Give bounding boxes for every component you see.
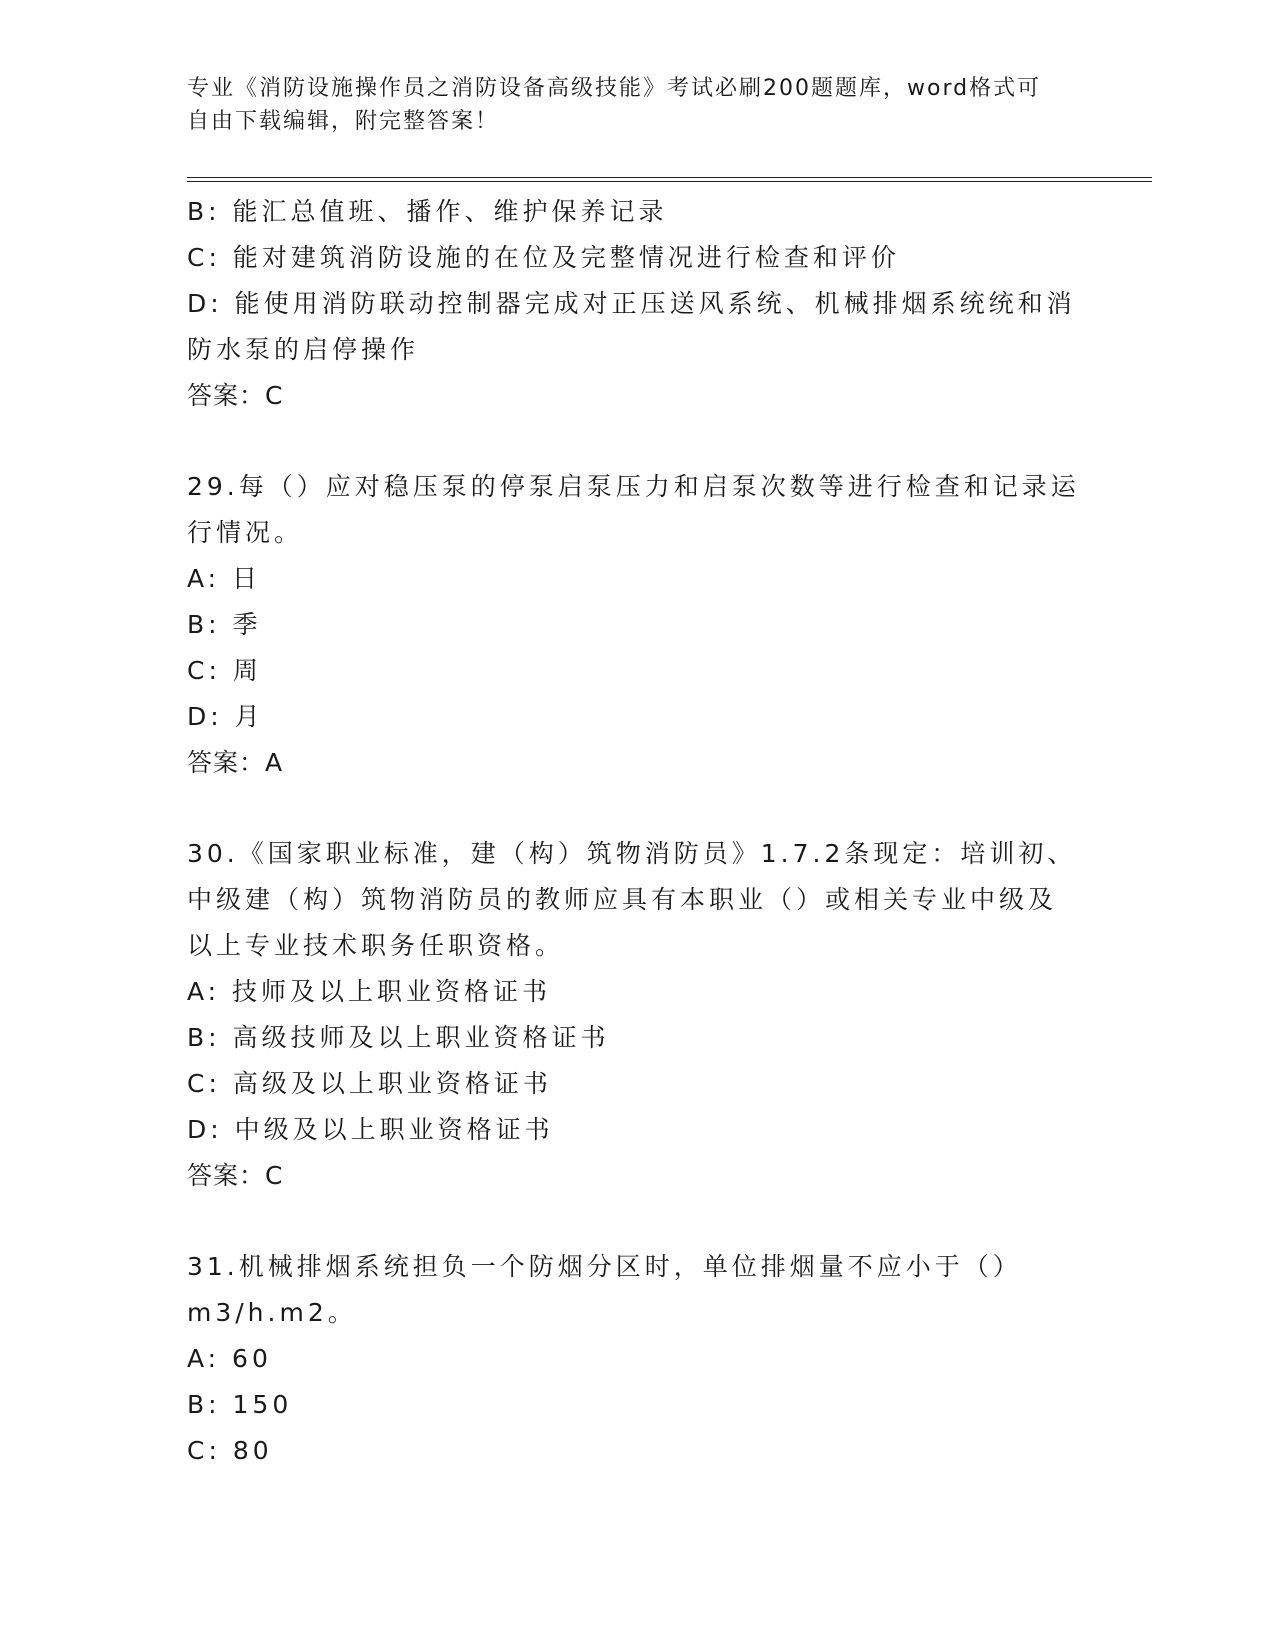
question-stem-continued: 行情况。 [187,518,304,547]
header-divider-bottom [187,181,1152,182]
option-b: B: 能汇总值班、播作、维护保养记录 [187,197,668,226]
option-a: A: 日 [187,564,262,593]
option-b: B: 150 [187,1390,293,1419]
question-31 [187,1244,1087,1474]
document-header [187,72,1067,138]
header-line-1: 专业《消防设施操作员之消防设备高级技能》考试必刷200题题库，word格式可 [187,76,1042,101]
option-d: D: 中级及以上职业资格证书 [187,1115,554,1144]
question-stem: 29.每（）应对稳压泵的停泵启泵压力和启泵次数等进行检查和记录运 [187,472,1080,501]
spacer [187,786,1087,831]
question-30 [187,831,1087,1199]
option-d-continued: 防水泵的启停操作 [187,335,420,364]
option-c: C: 80 [187,1436,273,1465]
answer: 答案：A [187,748,284,777]
answer: 答案：C [187,381,284,410]
question-stem: 30.《国家职业标准，建（构）筑物消防员》1.7.2条现定：培训初、 [187,839,1077,868]
option-d: D: 能使用消防联动控制器完成对正压送风系统、机械排烟系统统和消 [187,289,1076,318]
question-stem-continued: 中级建（构）筑物消防员的教师应具有本职业（）或相关专业中级及 [187,885,1058,914]
option-a: A: 技师及以上职业资格证书 [187,977,552,1006]
option-c: C: 高级及以上职业资格证书 [187,1069,552,1098]
question-list [187,189,1087,1474]
header-divider-top [187,177,1152,178]
option-d: D: 月 [187,702,264,731]
option-a: A: 60 [187,1344,272,1373]
option-c: C: 能对建筑消防设施的在位及完整情况进行检查和评价 [187,243,900,272]
spacer [187,1199,1087,1244]
header-line-2: 自由下载编辑，附完整答案！ [187,109,500,134]
answer: 答案：C [187,1161,284,1190]
option-c: C: 周 [187,656,262,685]
option-b: B: 季 [187,610,262,639]
question-stem-continued: 以上专业技术职务任职资格。 [187,931,565,960]
question-stem: 31.机械排烟系统担负一个防烟分区时，单位排烟量不应小于（） [187,1252,1022,1281]
option-b: B: 高级技师及以上职业资格证书 [187,1023,610,1052]
question-stem-continued: m3/h.m2。 [187,1298,357,1327]
question-29 [187,464,1087,786]
spacer [187,419,1087,464]
question-28-continued [187,189,1087,419]
